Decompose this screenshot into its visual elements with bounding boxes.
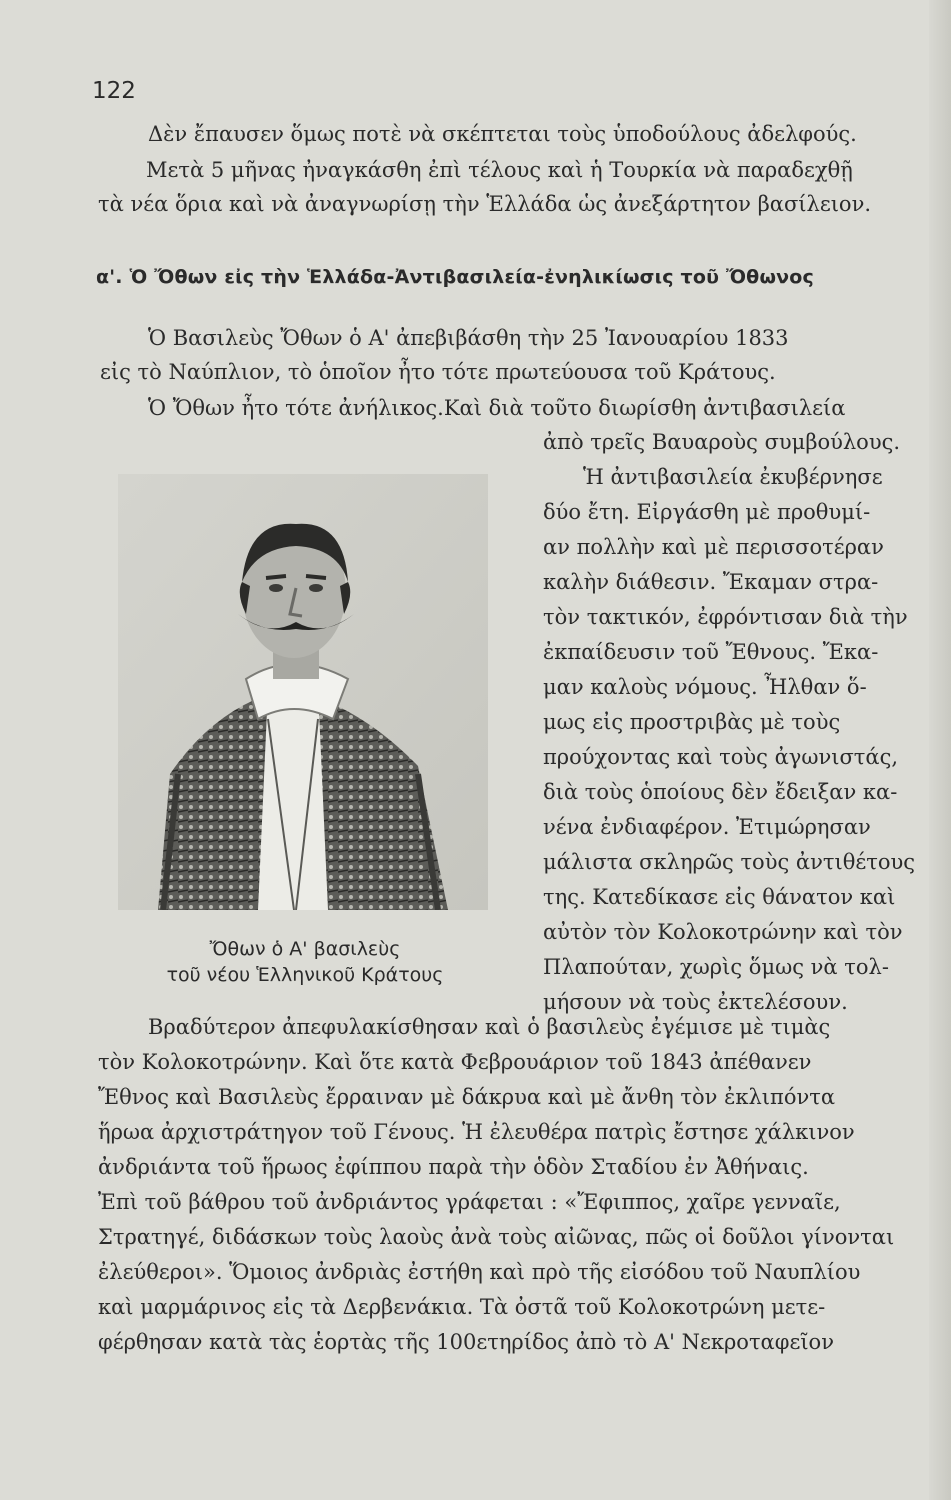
side-line: τὸν τακτικόν, ἐφρόντισαν διὰ τὴν bbox=[543, 605, 908, 629]
side-line: ἐκπαίδευσιν τοῦ Ἔθνους. Ἔκα- bbox=[543, 640, 879, 664]
side-line: δύο ἔτη. Εἰργάσθη μὲ προθυμί- bbox=[543, 500, 871, 524]
body-line: Στρατηγέ, διδάσκων τοὺς λαοὺς ἀνὰ τοὺς αἰῶνας, πῶς οἱ δοῦλοι γίνονται bbox=[98, 1225, 895, 1249]
intro-line: Μετὰ 5 μῆνας ἠναγκάσθη ἐπὶ τέλους καὶ ἡ Τουρκία νὰ παραδεχθῇ bbox=[146, 158, 853, 182]
side-line: ἀπὸ τρεῖς Βαυαροὺς συμβούλους. bbox=[543, 430, 901, 454]
side-line: αὐτὸν τὸν Κολοκοτρώνην καὶ τὸν bbox=[543, 920, 903, 944]
side-line: αν πολλὴν καὶ μὲ περισσοτέραν bbox=[543, 535, 884, 559]
section-heading: α'. Ὁ Ὄθων εἰς τὴν Ἑλλάδα-Ἀντιβασιλεία-ἐνηλικίωσις τοῦ Ὄθωνος bbox=[96, 266, 815, 288]
body-line: Ἐπὶ τοῦ βάθρου τοῦ ἀνδριάντος γράφεται : «Ἔφιππος, χαῖρε γενναῖε, bbox=[98, 1190, 841, 1214]
side-line: νένα ἐνδιαφέρον. Ἐτιμώρησαν bbox=[543, 815, 871, 839]
side-line: της. Κατεδίκασε εἰς θάνατον καὶ bbox=[543, 885, 896, 909]
side-line: μήσουν νὰ τοὺς ἐκτελέσουν. bbox=[543, 990, 848, 1014]
body-line: ἥρωα ἀρχιστράτηγον τοῦ Γένους. Ἡ ἐλευθέρα πατρὶς ἔστησε χάλκινον bbox=[98, 1120, 855, 1144]
portrait-image bbox=[118, 474, 488, 910]
side-line: διὰ τοὺς ὁποίους δὲν ἔδειξαν κα- bbox=[543, 780, 898, 804]
page-edge-shadow bbox=[929, 0, 951, 1500]
side-line: Ἡ ἀντιβασιλεία ἐκυβέρνησε bbox=[583, 465, 883, 489]
side-line: προύχοντας καὶ τοὺς ἀγωνιστάς, bbox=[543, 745, 899, 769]
photo-caption-line: Ὄθων ὁ Α' βασιλεὺς bbox=[209, 938, 401, 960]
intro-line: Δὲν ἔπαυσεν ὅμως ποτὲ νὰ σκέπτεται τοὺς ὑποδούλους ἀδελφούς. bbox=[148, 122, 857, 146]
side-line: Πλαπούταν, χωρὶς ὅμως νὰ τολ- bbox=[543, 955, 889, 979]
body-line: ἐλεύθεροι». Ὅμοιος ἀνδριὰς ἐστήθη καὶ πρὸ τῆς εἰσόδου τοῦ Ναυπλίου bbox=[98, 1260, 861, 1284]
side-line: μάλιστα σκληρῶς τοὺς ἀντιθέτους bbox=[543, 850, 916, 874]
photo-caption-line: τοῦ νέου Ἑλληνικοῦ Κράτους bbox=[166, 964, 444, 986]
page-number: 122 bbox=[92, 78, 136, 104]
body-line: ἀνδριάντα τοῦ ἥρωος ἐφίππου παρὰ τὴν ὁδὸν Σταδίου ἐν Ἀθήναις. bbox=[98, 1155, 809, 1179]
body-line: Ὁ Ὄθων ἦτο τότε ἀνήλικος.Καὶ διὰ τοῦτο διωρίσθη ἀντιβασιλεία bbox=[148, 396, 846, 420]
body-line: φέρθησαν κατὰ τὰς ἑορτὰς τῆς 100ετηρίδος ἀπὸ τὸ Α' Νεκροταφεῖον bbox=[98, 1330, 834, 1354]
body-line: εἰς τὸ Ναύπλιον, τὸ ὁποῖον ἦτο τότε πρωτεύουσα τοῦ Κράτους. bbox=[100, 360, 776, 384]
body-line: τὸν Κολοκοτρώνην. Καὶ ὅτε κατὰ Φεβρουάριον τοῦ 1843 ἀπέθανεν bbox=[98, 1050, 812, 1074]
body-line: καὶ μαρμάρινος εἰς τὰ Δερβενάκια. Τὰ ὀστᾶ τοῦ Κολοκοτρώνη μετε- bbox=[98, 1295, 826, 1319]
side-line: μαν καλοὺς νόμους. Ἦλθαν ὅ- bbox=[543, 675, 867, 699]
side-line: καλὴν διάθεσιν. Ἔκαμαν στρα- bbox=[543, 570, 879, 594]
side-line: μως εἰς προστριβὰς μὲ τοὺς bbox=[543, 710, 841, 734]
body-line: Ὁ Βασιλεὺς Ὄθων ὁ Α' ἀπεβιβάσθη τὴν 25 Ἰανουαρίου 1833 bbox=[148, 326, 789, 350]
body-line: Βραδύτερον ἀπεφυλακίσθησαν καὶ ὁ βασιλεὺς ἐγέμισε μὲ τιμὰς bbox=[148, 1015, 831, 1039]
intro-line: τὰ νέα ὅρια καὶ νὰ ἀναγνωρίσῃ τὴν Ἑλλάδα ὡς ἀνεξάρτητον βασίλειον. bbox=[98, 192, 872, 216]
body-line: Ἔθνος καὶ Βασιλεὺς ἔρραιναν μὲ δάκρυα καὶ μὲ ἄνθη τὸν ἐκλιπόντα bbox=[98, 1085, 836, 1109]
